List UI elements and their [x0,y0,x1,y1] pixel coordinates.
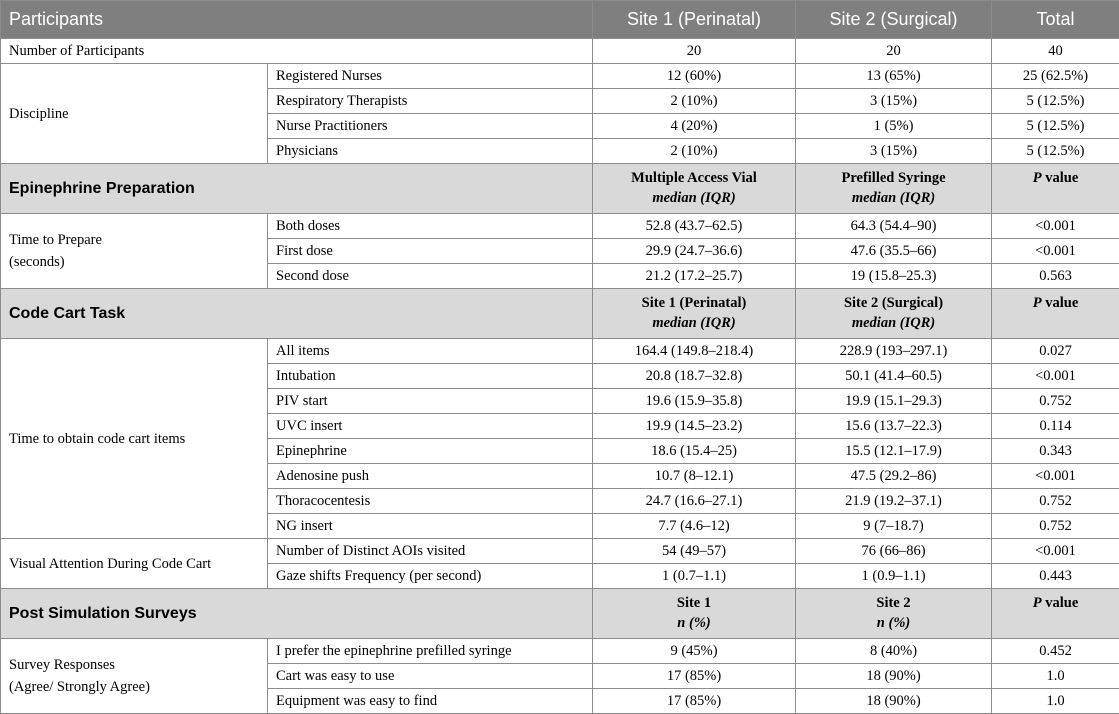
col-subtitle: n (%) [804,613,983,633]
section-header-epinephrine [1,164,1119,214]
table-row [1,539,1119,564]
cell-p-value: <0.001 [992,214,1119,239]
cell-p-value: 1.0 [992,664,1119,689]
section-title: Code Cart Task [1,289,593,339]
cell-p-value: 0.752 [992,489,1119,514]
section-header-surveys [1,589,1119,639]
cell-total: 40 [992,39,1119,64]
row-label: PIV start [268,389,593,414]
cell-site2: 3 (15%) [796,89,992,114]
row-label: Nurse Practitioners [268,114,593,139]
p-rest: value [1042,170,1079,186]
cell-value: 17 (85%) [593,664,796,689]
table-row [1,64,1119,89]
cell-value: 228.9 (193–297.1) [796,339,992,364]
table-row [1,639,1119,664]
row-label: Second dose [268,264,593,289]
cell-site2: 13 (65%) [796,64,992,89]
cell-value: 9 (7–18.7) [796,514,992,539]
cell-value: 19.6 (15.9–35.8) [593,389,796,414]
col-title: Multiple Access Vial [631,170,757,186]
cell-p-value: 0.114 [992,414,1119,439]
cell-p-value: <0.001 [992,239,1119,264]
p-rest: value [1042,595,1079,611]
col-title: Site 2 [876,595,910,611]
cell-p-value: 0.563 [992,264,1119,289]
cell-value: 20.8 (18.7–32.8) [593,364,796,389]
cell-value: 1 (0.7–1.1) [593,564,796,589]
cell-site2: 1 (5%) [796,114,992,139]
cell-site1: 12 (60%) [593,64,796,89]
section-col2-header [796,589,992,639]
row-label: Respiratory Therapists [268,89,593,114]
section-col2-header [796,164,992,214]
row-label: Gaze shifts Frequency (per second) [268,564,593,589]
col-title: Site 1 [677,595,711,611]
table-row [1,39,1119,64]
group-label-time-to-prepare [1,214,268,289]
section-col1-header [593,589,796,639]
cell-value: 21.9 (19.2–37.1) [796,489,992,514]
section-p-header [992,589,1119,639]
group-label-line: Time to Prepare [9,232,102,248]
row-label: NG insert [268,514,593,539]
row-label: Intubation [268,364,593,389]
cell-total: 5 (12.5%) [992,139,1119,164]
row-label: First dose [268,239,593,264]
cell-value: 76 (66–86) [796,539,992,564]
col-title: Site 2 (Surgical) [844,295,943,311]
section-col1-header [593,289,796,339]
cell-site1: 2 (10%) [593,139,796,164]
cell-value: 164.4 (149.8–218.4) [593,339,796,364]
row-label: Cart was easy to use [268,664,593,689]
col-subtitle: median (IQR) [601,313,787,333]
cell-site2: 3 (15%) [796,139,992,164]
cell-value: 15.5 (12.1–17.9) [796,439,992,464]
table-header-row [1,1,1119,39]
row-label: Physicians [268,139,593,164]
row-label: Number of Participants [1,39,593,64]
cell-site1: 4 (20%) [593,114,796,139]
cell-value: 21.2 (17.2–25.7) [593,264,796,289]
p-letter: P [1033,170,1042,186]
cell-p-value: 0.443 [992,564,1119,589]
header-participants: Participants [1,1,593,39]
col-subtitle: n (%) [601,613,787,633]
cell-value: 1 (0.9–1.1) [796,564,992,589]
cell-p-value: <0.001 [992,539,1119,564]
row-label: Equipment was easy to find [268,689,593,714]
header-site1: Site 1 (Perinatal) [593,1,796,39]
group-label-line: (seconds) [9,254,65,270]
group-label-visual-attention: Visual Attention During Code Cart [1,539,268,589]
header-total: Total [992,1,1119,39]
cell-site2: 20 [796,39,992,64]
row-label: Thoracocentesis [268,489,593,514]
section-p-header [992,289,1119,339]
cell-value: 8 (40%) [796,639,992,664]
group-label-survey-responses [1,639,268,714]
section-header-code-cart [1,289,1119,339]
cell-value: 10.7 (8–12.1) [593,464,796,489]
group-label-line: Survey Responses [9,657,115,673]
cell-value: 19.9 (15.1–29.3) [796,389,992,414]
row-label: I prefer the epinephrine prefilled syringe [268,639,593,664]
cell-value: 19 (15.8–25.3) [796,264,992,289]
section-col1-header [593,164,796,214]
cell-p-value: 0.752 [992,389,1119,414]
row-label: Number of Distinct AOIs visited [268,539,593,564]
row-label: Registered Nurses [268,64,593,89]
cell-value: 9 (45%) [593,639,796,664]
cell-total: 5 (12.5%) [992,89,1119,114]
cell-value: 15.6 (13.7–22.3) [796,414,992,439]
cell-value: 29.9 (24.7–36.6) [593,239,796,264]
cell-value: 17 (85%) [593,689,796,714]
row-label: All items [268,339,593,364]
cell-p-value: 0.343 [992,439,1119,464]
row-label: Both doses [268,214,593,239]
cell-value: 47.6 (35.5–66) [796,239,992,264]
row-label: Adenosine push [268,464,593,489]
cell-total: 5 (12.5%) [992,114,1119,139]
cell-total: 25 (62.5%) [992,64,1119,89]
section-p-header [992,164,1119,214]
cell-p-value: 0.452 [992,639,1119,664]
cell-p-value: <0.001 [992,464,1119,489]
cell-site1: 2 (10%) [593,89,796,114]
table-row [1,214,1119,239]
group-label-discipline: Discipline [1,64,268,164]
group-label-code-cart-items: Time to obtain code cart items [1,339,268,539]
cell-value: 50.1 (41.4–60.5) [796,364,992,389]
cell-p-value: 1.0 [992,689,1119,714]
header-site2: Site 2 (Surgical) [796,1,992,39]
cell-value: 18 (90%) [796,689,992,714]
cell-value: 7.7 (4.6–12) [593,514,796,539]
col-subtitle: median (IQR) [601,188,787,208]
section-col2-header [796,289,992,339]
p-letter: P [1033,295,1042,311]
col-subtitle: median (IQR) [804,188,983,208]
cell-value: 19.9 (14.5–23.2) [593,414,796,439]
cell-value: 47.5 (29.2–86) [796,464,992,489]
col-title: Site 1 (Perinatal) [642,295,747,311]
cell-value: 64.3 (54.4–90) [796,214,992,239]
section-title: Post Simulation Surveys [1,589,593,639]
col-title: Prefilled Syringe [841,170,945,186]
cell-site1: 20 [593,39,796,64]
cell-p-value: 0.752 [992,514,1119,539]
cell-value: 54 (49–57) [593,539,796,564]
cell-p-value: 0.027 [992,339,1119,364]
p-letter: P [1033,595,1042,611]
cell-value: 52.8 (43.7–62.5) [593,214,796,239]
p-rest: value [1042,295,1079,311]
col-subtitle: median (IQR) [804,313,983,333]
cell-p-value: <0.001 [992,364,1119,389]
table-row [1,339,1119,364]
cell-value: 18 (90%) [796,664,992,689]
group-label-line: (Agree/ Strongly Agree) [9,679,150,695]
section-title: Epinephrine Preparation [1,164,593,214]
cell-value: 24.7 (16.6–27.1) [593,489,796,514]
cell-value: 18.6 (15.4–25) [593,439,796,464]
row-label: Epinephrine [268,439,593,464]
row-label: UVC insert [268,414,593,439]
